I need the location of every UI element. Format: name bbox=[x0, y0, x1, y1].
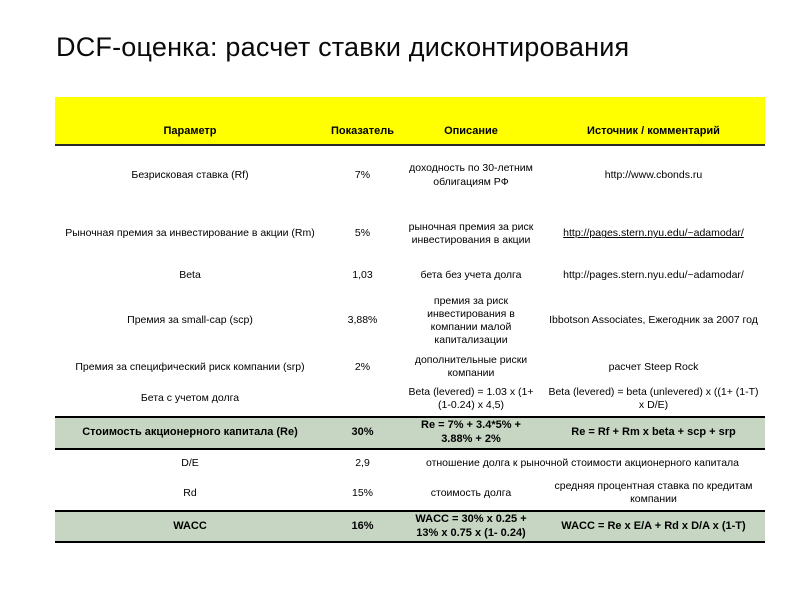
param-cell: Премия за специфический риск компании (srp) bbox=[55, 353, 325, 381]
col-header-source: Источник / комментарий bbox=[542, 97, 765, 145]
table-row-rd bbox=[55, 477, 765, 511]
value-cell: 16% bbox=[325, 511, 400, 543]
source-cell: средняя процентная ставка по кредитам компании bbox=[542, 477, 765, 511]
table-row-beta-levered bbox=[55, 381, 765, 417]
source-cell bbox=[542, 205, 765, 263]
source-cell: http://pages.stern.nyu.edu/~adamodar/ bbox=[542, 263, 765, 289]
param-cell: Премия за small-cap (scp) bbox=[55, 289, 325, 353]
desc-cell: бета без учета долга bbox=[400, 263, 542, 289]
value-cell bbox=[325, 381, 400, 417]
col-header-parameter: Параметр bbox=[55, 97, 325, 145]
source-cell: Beta (levered) = beta (unlevered) x ((1+ (1-T) x D/E) bbox=[542, 381, 765, 417]
value-cell: 2,9 bbox=[325, 449, 400, 477]
param-cell: Безрисковая ставка (Rf) bbox=[55, 145, 325, 205]
desc-cell: доходность по 30-летним облигациям РФ bbox=[400, 145, 542, 205]
table-row-rm bbox=[55, 205, 765, 263]
param-cell: Rd bbox=[55, 477, 325, 511]
table-row-srp bbox=[55, 353, 765, 381]
value-cell: 7% bbox=[325, 145, 400, 205]
value-cell: 2% bbox=[325, 353, 400, 381]
desc-cell: дополнительные риски компании bbox=[400, 353, 542, 381]
source-cell: http://www.cbonds.ru bbox=[542, 145, 765, 205]
value-cell: 3,88% bbox=[325, 289, 400, 353]
desc-cell: отношение долга к рыночной стоимости акционерного капитала bbox=[400, 449, 765, 477]
dcf-discount-rate-table bbox=[55, 97, 765, 543]
desc-cell: рыночная премия за риск инвестирования в акции bbox=[400, 205, 542, 263]
param-cell: Стоимость акционерного капитала (Re) bbox=[55, 417, 325, 449]
value-cell: 1,03 bbox=[325, 263, 400, 289]
value-cell: 15% bbox=[325, 477, 400, 511]
col-header-description: Описание bbox=[400, 97, 542, 145]
desc-cell: Re = 7% + 3.4*5% + 3.88% + 2% bbox=[400, 417, 542, 449]
table-row-de bbox=[55, 449, 765, 477]
table-row-wacc-highlight bbox=[55, 511, 765, 543]
desc-cell: Beta (levered) = 1.03 x (1+ (1-0.24) x 4,5) bbox=[400, 381, 542, 417]
table-row-re-highlight bbox=[55, 417, 765, 449]
page-title: DCF-оценка: расчет ставки дисконтирования bbox=[56, 32, 630, 62]
value-cell: 30% bbox=[325, 417, 400, 449]
table-row-scp bbox=[55, 289, 765, 353]
source-cell: Ibbotson Associates, Ежегодник за 2007 год bbox=[542, 289, 765, 353]
desc-cell: премия за риск инвестирования в компании малой капитализации bbox=[400, 289, 542, 353]
col-header-value: Показатель bbox=[325, 97, 400, 145]
source-cell: расчет Steep Rock bbox=[542, 353, 765, 381]
param-cell: WACC bbox=[55, 511, 325, 543]
source-cell: WACC = Re x E/A + Rd x D/A x (1-T) bbox=[542, 511, 765, 543]
desc-cell: стоимость долга bbox=[400, 477, 542, 511]
table-header-row bbox=[55, 97, 765, 145]
param-cell: Рыночная премия за инвестирование в акции (Rm) bbox=[55, 205, 325, 263]
adamodar-link[interactable]: http://pages.stern.nyu.edu/~adamodar/ bbox=[563, 227, 744, 240]
table-row-rf bbox=[55, 145, 765, 205]
table-row-beta bbox=[55, 263, 765, 289]
value-cell: 5% bbox=[325, 205, 400, 263]
param-cell: Beta bbox=[55, 263, 325, 289]
param-cell: Бета с учетом долга bbox=[55, 381, 325, 417]
source-cell: Re = Rf + Rm x beta + scp + srp bbox=[542, 417, 765, 449]
param-cell: D/E bbox=[55, 449, 325, 477]
desc-cell: WACC = 30% x 0.25 + 13% x 0.75 x (1- 0.24) bbox=[400, 511, 542, 543]
